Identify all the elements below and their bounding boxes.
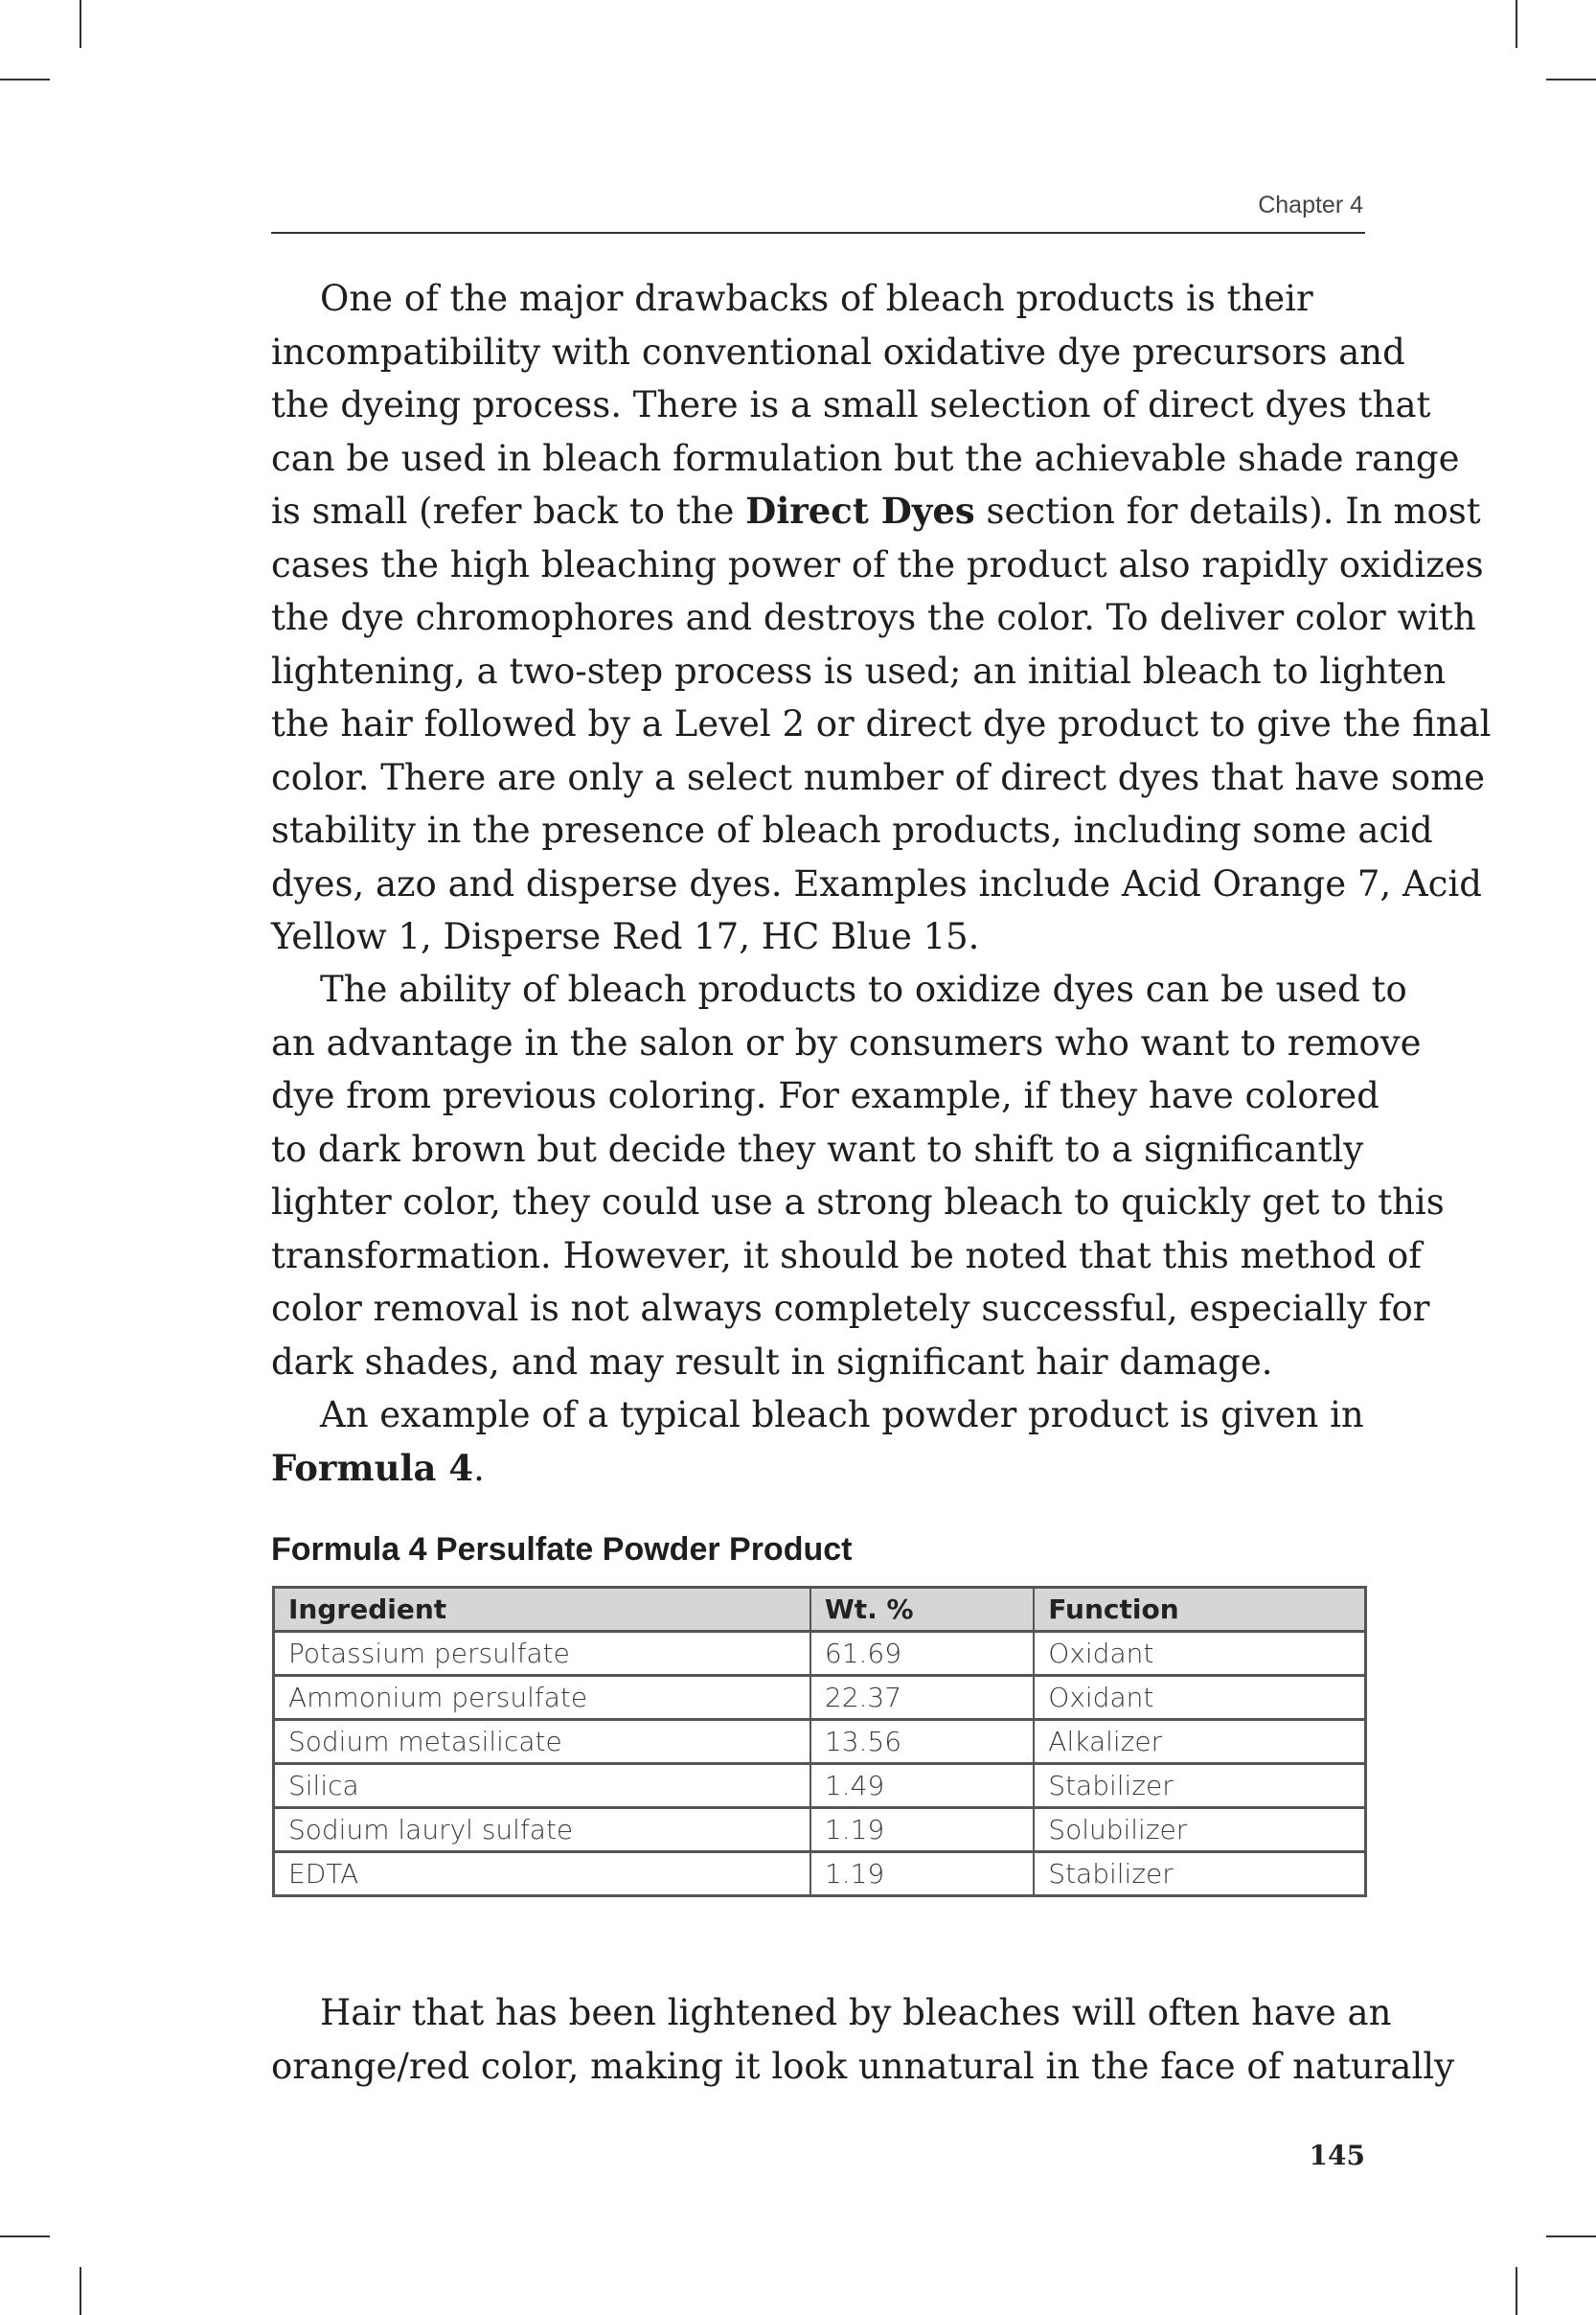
- table-row: [274, 1720, 1366, 1764]
- text-line: [271, 1442, 1368, 1496]
- ingredient-cell: Silica: [274, 1764, 810, 1808]
- function-cell: Alkalizer: [1034, 1720, 1365, 1764]
- text-line: lightening, a two-step process is used; an initial bleach to lighten: [271, 650, 1447, 692]
- table-row: [274, 1852, 1366, 1896]
- table-row: [274, 1632, 1366, 1676]
- ingredient-cell: Ammonium persulfate: [274, 1676, 810, 1720]
- text-line: the hair followed by a Level 2 or direct dye product to give the final: [271, 703, 1492, 745]
- column-header: Wt. %: [810, 1588, 1034, 1632]
- running-header: [271, 188, 1365, 234]
- table-row: [274, 1808, 1366, 1852]
- text-line: stability in the presence of bleach products, including some acid: [271, 810, 1433, 851]
- weight-cell: 61.69: [810, 1632, 1034, 1676]
- function-cell: Solubilizer: [1034, 1808, 1365, 1852]
- text-line: color. There are only a select number of direct dyes that have some: [271, 756, 1486, 798]
- function-cell: Stabilizer: [1034, 1852, 1365, 1896]
- table-row: [274, 1764, 1366, 1808]
- ingredient-cell: Sodium lauryl sulfate: [274, 1808, 810, 1852]
- text-line: orange/red color, making it look unnatural in the face of naturally: [271, 2045, 1455, 2087]
- text-line: [271, 485, 1481, 539]
- paragraph-4: [271, 1986, 1455, 2093]
- text-line: an advantage in the salon or by consumers who want to remove: [271, 1021, 1422, 1064]
- text-line: the dye chromophores and destroys the color. To deliver color with: [271, 597, 1476, 638]
- text-line: lighter color, they could use a strong bleach to quickly get to this: [271, 1181, 1445, 1223]
- text-line: Yellow 1, Disperse Red 17, HC Blue 15.: [271, 916, 980, 957]
- ingredient-cell: EDTA: [274, 1852, 810, 1896]
- ingredient-cell: Sodium metasilicate: [274, 1720, 810, 1764]
- text-line: transformation. However, it should be noted that this method of: [271, 1234, 1422, 1276]
- paragraph-2: [271, 963, 1445, 1388]
- text-line: dark shades, and may result in significant hair damage.: [271, 1341, 1273, 1383]
- formula-title: Formula 4 Persulfate Powder Product: [271, 1531, 853, 1568]
- function-cell: Stabilizer: [1034, 1764, 1365, 1808]
- text-line: to dark brown but decide they want to shift to a significantly: [271, 1128, 1364, 1170]
- text-line: An example of a typical bleach powder product is given in: [320, 1394, 1364, 1435]
- crop-mark: [1546, 2235, 1596, 2237]
- text-line: dye from previous coloring. For example, if they have colored: [271, 1075, 1379, 1116]
- text-line: Hair that has been lightened by bleaches will often have an: [320, 1992, 1392, 2033]
- weight-cell: 13.56: [810, 1720, 1034, 1764]
- text-line: cases the high bleaching power of the product also rapidly oxidizes: [271, 543, 1484, 585]
- bold-reference: Formula 4: [271, 1446, 474, 1489]
- paragraph-3: [271, 1388, 1368, 1495]
- text-line: incompatibility with conventional oxidative dye precursors and: [271, 331, 1405, 373]
- table-header-row: [274, 1588, 1366, 1632]
- chapter-label: Chapter 4: [1258, 192, 1363, 218]
- text-run: section for details). In most: [974, 491, 1481, 532]
- function-cell: Oxidant: [1034, 1676, 1365, 1720]
- function-cell: Oxidant: [1034, 1632, 1365, 1676]
- crop-mark: [0, 2235, 50, 2237]
- ingredient-cell: Potassium persulfate: [274, 1632, 810, 1676]
- crop-mark: [80, 2267, 81, 2315]
- text-line: color removal is not always completely successful, especially for: [271, 1288, 1430, 1329]
- text-line: can be used in bleach formulation but the achievable shade range: [271, 437, 1460, 479]
- table-row: [274, 1676, 1366, 1720]
- weight-cell: 22.37: [810, 1676, 1034, 1720]
- column-header: Ingredient: [274, 1588, 810, 1632]
- text-run: is small (refer back to the: [271, 491, 746, 532]
- crop-mark: [1516, 2267, 1517, 2315]
- text-line: The ability of bleach products to oxidize dyes can be used to: [320, 969, 1407, 1010]
- weight-cell: 1.19: [810, 1852, 1034, 1896]
- crop-mark: [80, 0, 81, 48]
- text-line: the dyeing process. There is a small selection of direct dyes that: [271, 384, 1431, 425]
- crop-mark: [0, 79, 50, 80]
- text-run: .: [473, 1447, 485, 1489]
- page-number: 145: [1309, 2140, 1365, 2171]
- weight-cell: 1.49: [810, 1764, 1034, 1808]
- crop-mark: [1516, 0, 1517, 48]
- column-header: Function: [1034, 1588, 1365, 1632]
- text-line: One of the major drawbacks of bleach products is their: [320, 278, 1313, 319]
- bold-reference: Direct Dyes: [745, 490, 975, 532]
- formula-table: [272, 1586, 1367, 1897]
- crop-mark: [1546, 79, 1596, 80]
- text-line: dyes, azo and disperse dyes. Examples include Acid Orange 7, Acid: [271, 862, 1482, 905]
- weight-cell: 1.19: [810, 1808, 1034, 1852]
- paragraph-1: [271, 272, 1492, 964]
